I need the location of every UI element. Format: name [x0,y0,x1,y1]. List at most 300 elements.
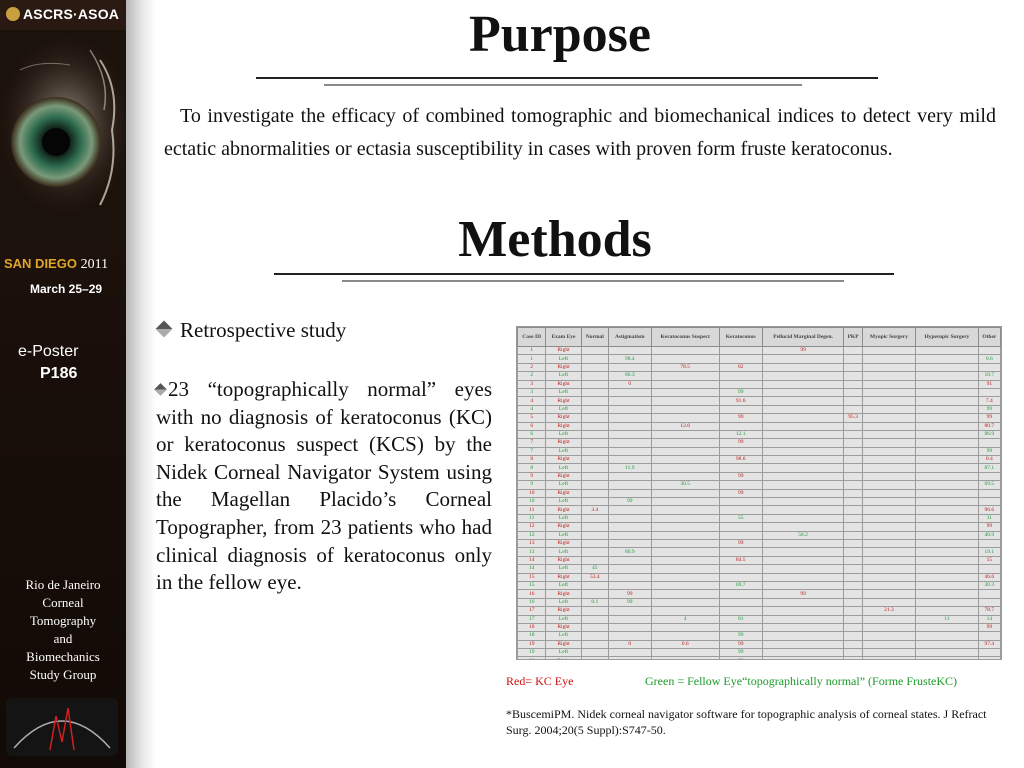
case-results-table [516,326,1002,660]
table-cell: 69.5 [978,481,1000,489]
conference-location [4,256,108,273]
table-header-cell: Case ID [518,328,546,347]
table-cell [762,657,844,660]
table-cell: 80.9 [609,548,652,556]
table-cell: 3.4 [581,506,608,514]
table-row [518,456,1001,464]
sidebar [0,0,126,768]
table-cell: Left [546,447,581,455]
table-cell [518,657,546,660]
table-cell [609,456,652,464]
table-cell: 4 [518,405,546,413]
table-cell [719,590,762,598]
table-cell [581,539,608,547]
table-cell [581,556,608,564]
table-cell [916,489,979,497]
table-cell: 96.6 [978,506,1000,514]
table-cell [978,489,1000,497]
table-row [518,405,1001,413]
table-cell: 8 [518,464,546,472]
table-cell [651,657,719,660]
table-cell: 69.7 [719,581,762,589]
table-cell [916,481,979,489]
table-cell [862,615,915,623]
table-cell [844,539,862,547]
table-cell: 21.3 [862,607,915,615]
table-cell [762,363,844,371]
table-cell [651,523,719,531]
study-group-name [0,576,126,684]
table-cell: 99 [762,347,844,355]
table-cell [762,598,844,606]
table-cell [609,514,652,522]
table-row [518,363,1001,371]
table-cell: 99 [719,414,762,422]
table-cell [862,456,915,464]
methods-bullet-cohort [156,376,492,597]
table-cell: 99 [719,388,762,396]
table-cell [581,464,608,472]
table-row [518,472,1001,480]
table-cell [844,581,862,589]
table-cell [862,380,915,388]
table-cell [762,397,844,405]
table-cell [916,573,979,581]
table-cell: Left [546,464,581,472]
table-cell: Right [546,640,581,648]
table-cell: Right [546,472,581,480]
table-cell [762,581,844,589]
table-row [518,498,1001,506]
table-cell: 17 [518,615,546,623]
table-cell: 13 [518,548,546,556]
table-cell: 3 [518,380,546,388]
table-cell: Left [546,632,581,640]
table-row [518,489,1001,497]
table-cell [862,556,915,564]
table-cell: 91.6 [719,397,762,405]
table-cell [916,632,979,640]
table-cell [916,607,979,615]
table-cell [651,565,719,573]
table-cell [916,590,979,598]
reference-citation: *BuscemiPM. Nidek corneal navigator software for topographic analysis of corneal states. J Refract Surg. 2004;20(5 Suppl):S747-50. [506,707,987,737]
table-cell [719,405,762,413]
table-cell [862,640,915,648]
table-cell [609,397,652,405]
table-cell: 7.4 [978,397,1000,405]
table-row [518,573,1001,581]
table-cell [844,548,862,556]
table-cell [862,514,915,522]
table-row [518,623,1001,631]
table-cell: Left [546,405,581,413]
table-cell: 0.6 [978,355,1000,363]
table-cell [762,481,844,489]
table-cell [762,355,844,363]
table-cell [651,590,719,598]
table-cell [719,623,762,631]
table-cell [762,523,844,531]
table-header-cell: Exam Eye [546,328,581,347]
table-cell [719,347,762,355]
table-cell [719,506,762,514]
table-cell [916,514,979,522]
table-cell [581,657,608,660]
table-cell: 9 [518,481,546,489]
table-cell [844,456,862,464]
conference-year: 2011 [80,257,109,272]
table-cell: 30.3 [978,581,1000,589]
table-cell: Right [546,506,581,514]
table-cell: Left [546,355,581,363]
table-cell [762,439,844,447]
table-cell: Left [546,498,581,506]
table-cell: 13 [518,539,546,547]
table-cell [609,581,652,589]
table-cell [844,447,862,455]
table-cell [916,347,979,355]
table-cell [651,598,719,606]
table-cell [762,422,844,430]
eposter-label: e-Poster [18,343,79,360]
table-cell [762,430,844,438]
table-cell [844,615,862,623]
table-cell [844,481,862,489]
table-cell: 19 [518,649,546,657]
table-cell: 99 [719,539,762,547]
table-cell [916,556,979,564]
table-cell [862,355,915,363]
table-cell [609,607,652,615]
table-cell [844,573,862,581]
table-cell [916,439,979,447]
table-row [518,565,1001,573]
table-cell [581,405,608,413]
table-cell [581,414,608,422]
table-cell [762,506,844,514]
table-cell [844,649,862,657]
eposter-label-block [18,341,78,385]
table-cell [609,573,652,581]
table-cell [844,388,862,396]
table-cell: Right [546,539,581,547]
table-cell: 12.6 [651,422,719,430]
table-cell [844,422,862,430]
purpose-heading: Purpose [469,6,651,63]
table-cell: Right [546,363,581,371]
table-cell: 99 [719,632,762,640]
table-cell: Left [546,581,581,589]
table-cell: 10 [518,498,546,506]
table-cell [862,489,915,497]
table-row [518,464,1001,472]
table-cell: Right [546,523,581,531]
table-row [518,531,1001,539]
table-cell [651,632,719,640]
table-cell [609,447,652,455]
table-cell [916,372,979,380]
group-line: Biomechanics [26,649,100,664]
table-cell [844,347,862,355]
table-cell [762,380,844,388]
table-cell: 16 [518,590,546,598]
table-cell [609,531,652,539]
table-cell [651,649,719,657]
table-cell [844,372,862,380]
table-cell [916,414,979,422]
table-cell [862,531,915,539]
table-row [518,481,1001,489]
table-cell: 3 [518,388,546,396]
table-cell [651,414,719,422]
table-cell: 15 [978,556,1000,564]
table-cell [916,531,979,539]
table-cell [651,347,719,355]
table-cell [916,581,979,589]
table-cell [609,489,652,497]
table-cell [762,640,844,648]
table-cell: 15 [518,581,546,589]
table-cell: Right [546,397,581,405]
table-cell [581,447,608,455]
table-cell [581,388,608,396]
table-cell [651,405,719,413]
table-cell [844,657,862,660]
table-cell [762,405,844,413]
table-cell [862,565,915,573]
table-cell [609,632,652,640]
table-cell: Right [546,456,581,464]
table-cell [762,649,844,657]
legend-green: Green = Fellow Eye“topographically normal” (Forme FrusteKC) [645,674,958,688]
table-cell: 0.1 [581,598,608,606]
table-cell [844,363,862,371]
table-body [518,347,1001,661]
table-cell [609,649,652,657]
table-cell: 99 [609,598,652,606]
table-cell [844,506,862,514]
table-cell [916,539,979,547]
table-cell [762,489,844,497]
table-cell [916,498,979,506]
table-cell [581,548,608,556]
table-row [518,615,1001,623]
purpose-text: To investigate the efficacy of combined tomographic and biomechanical indices to detect very mild ectatic abnormalities or ectasia susceptibility in cases with proven form fruste keratoconus. [164,105,996,160]
table-cell [651,514,719,522]
table-row [518,439,1001,447]
table-cell [651,573,719,581]
table-header-cell: Astigmatism [609,328,652,347]
table-cell: Left [546,598,581,606]
table-cell: 99 [609,498,652,506]
table-cell: 2 [518,363,546,371]
table-cell: 7 [518,447,546,455]
table-cell [978,632,1000,640]
table-cell [651,388,719,396]
table-cell [844,623,862,631]
table-cell [719,657,762,660]
table-cell: Left [546,372,581,380]
group-line: and [53,631,73,646]
table-cell: 0.6 [651,640,719,648]
table-cell [719,548,762,556]
table-cell [862,598,915,606]
table-cell: Right [546,422,581,430]
group-logo-thumbnail [6,698,118,756]
table-cell [844,514,862,522]
table-cell [581,355,608,363]
conference-dates: March 25–29 [30,282,103,296]
table-cell [719,464,762,472]
table-cell: 46.6 [978,573,1000,581]
table-cell [862,581,915,589]
cases-table [517,327,1001,660]
table-cell [581,649,608,657]
table-cell: 58.2 [762,531,844,539]
table-cell: 30.5 [651,481,719,489]
table-cell [978,388,1000,396]
table-cell [651,447,719,455]
table-cell: 1 [518,347,546,355]
table-cell: 11 [518,514,546,522]
table-cell [609,556,652,564]
table-cell: 78.5 [651,363,719,371]
legend-red: Red= KC Eye [506,674,574,688]
table-header-cell: Other [978,328,1000,347]
table-cell: 91 [978,380,1000,388]
table-cell: 17 [518,607,546,615]
bullet-text: Retrospective study [180,318,347,342]
table-row [518,380,1001,388]
table-cell [581,623,608,631]
table-cell: 99 [978,414,1000,422]
table-cell [651,372,719,380]
table-cell: 10 [518,489,546,497]
table-cell [609,347,652,355]
table-cell [581,363,608,371]
table-cell [719,573,762,581]
table-cell [978,472,1000,480]
table-cell: 4 [518,397,546,405]
table-row [518,632,1001,640]
table-cell [862,498,915,506]
table-cell: Left [546,615,581,623]
table-cell [719,380,762,388]
table-cell [719,598,762,606]
table-cell [916,649,979,657]
table-cell [862,464,915,472]
table-cell [916,657,979,660]
table-cell [978,657,1000,660]
table-cell [916,380,979,388]
table-cell [651,531,719,539]
table-cell [651,456,719,464]
table-row [518,657,1001,660]
table-cell [581,581,608,589]
table-cell: 9 [518,472,546,480]
table-row [518,548,1001,556]
table-cell [609,388,652,396]
table-cell [862,632,915,640]
table-cell [916,355,979,363]
table-row [518,556,1001,564]
table-header-cell: Normal [581,328,608,347]
table-cell [581,347,608,355]
table-cell [862,539,915,547]
table-cell [862,414,915,422]
table-cell: 11 [916,615,979,623]
table-cell [651,355,719,363]
table-cell [609,523,652,531]
table-cell [762,447,844,455]
table-row [518,607,1001,615]
table-cell [651,464,719,472]
table-cell: 98.6 [719,456,762,464]
table-cell: 6 [518,422,546,430]
table-cell [762,632,844,640]
table-cell: 12 [518,531,546,539]
table-row [518,355,1001,363]
table-row [518,506,1001,514]
table-cell [651,607,719,615]
table-cell [916,640,979,648]
table-cell [651,430,719,438]
table-cell [719,531,762,539]
table-cell [862,472,915,480]
table-cell: 99 [719,489,762,497]
table-cell: Right [546,623,581,631]
table-cell [609,615,652,623]
table-cell: 16 [518,598,546,606]
table-cell: 99 [978,405,1000,413]
table-cell: 6 [518,430,546,438]
table-row [518,598,1001,606]
table-cell: 15 [518,573,546,581]
table-cell [762,607,844,615]
table-cell [862,573,915,581]
table-cell [609,657,652,660]
table-cell [581,439,608,447]
table-cell: 11 [518,506,546,514]
table-cell [609,363,652,371]
group-line: Study Group [29,667,97,682]
purpose-divider-shadow [324,84,802,86]
table-cell: Right [546,347,581,355]
table-cell [651,506,719,514]
sidebar-shadow [126,0,156,768]
table-cell [581,640,608,648]
table-cell [844,607,862,615]
table-row [518,590,1001,598]
table-cell [581,481,608,489]
table-cell: Left [546,481,581,489]
table-cell: 18 [518,632,546,640]
table-cell: 99 [978,523,1000,531]
table-row [518,649,1001,657]
table-cell [916,623,979,631]
table-cell [862,422,915,430]
table-cell [609,405,652,413]
table-cell [844,590,862,598]
table-row [518,447,1001,455]
table-header-cell: Hyperopic Surgery [916,328,979,347]
table-cell [609,422,652,430]
table-cell [844,464,862,472]
table-cell [651,397,719,405]
table-cell [844,531,862,539]
city-name: SAN DIEGO [4,256,77,271]
